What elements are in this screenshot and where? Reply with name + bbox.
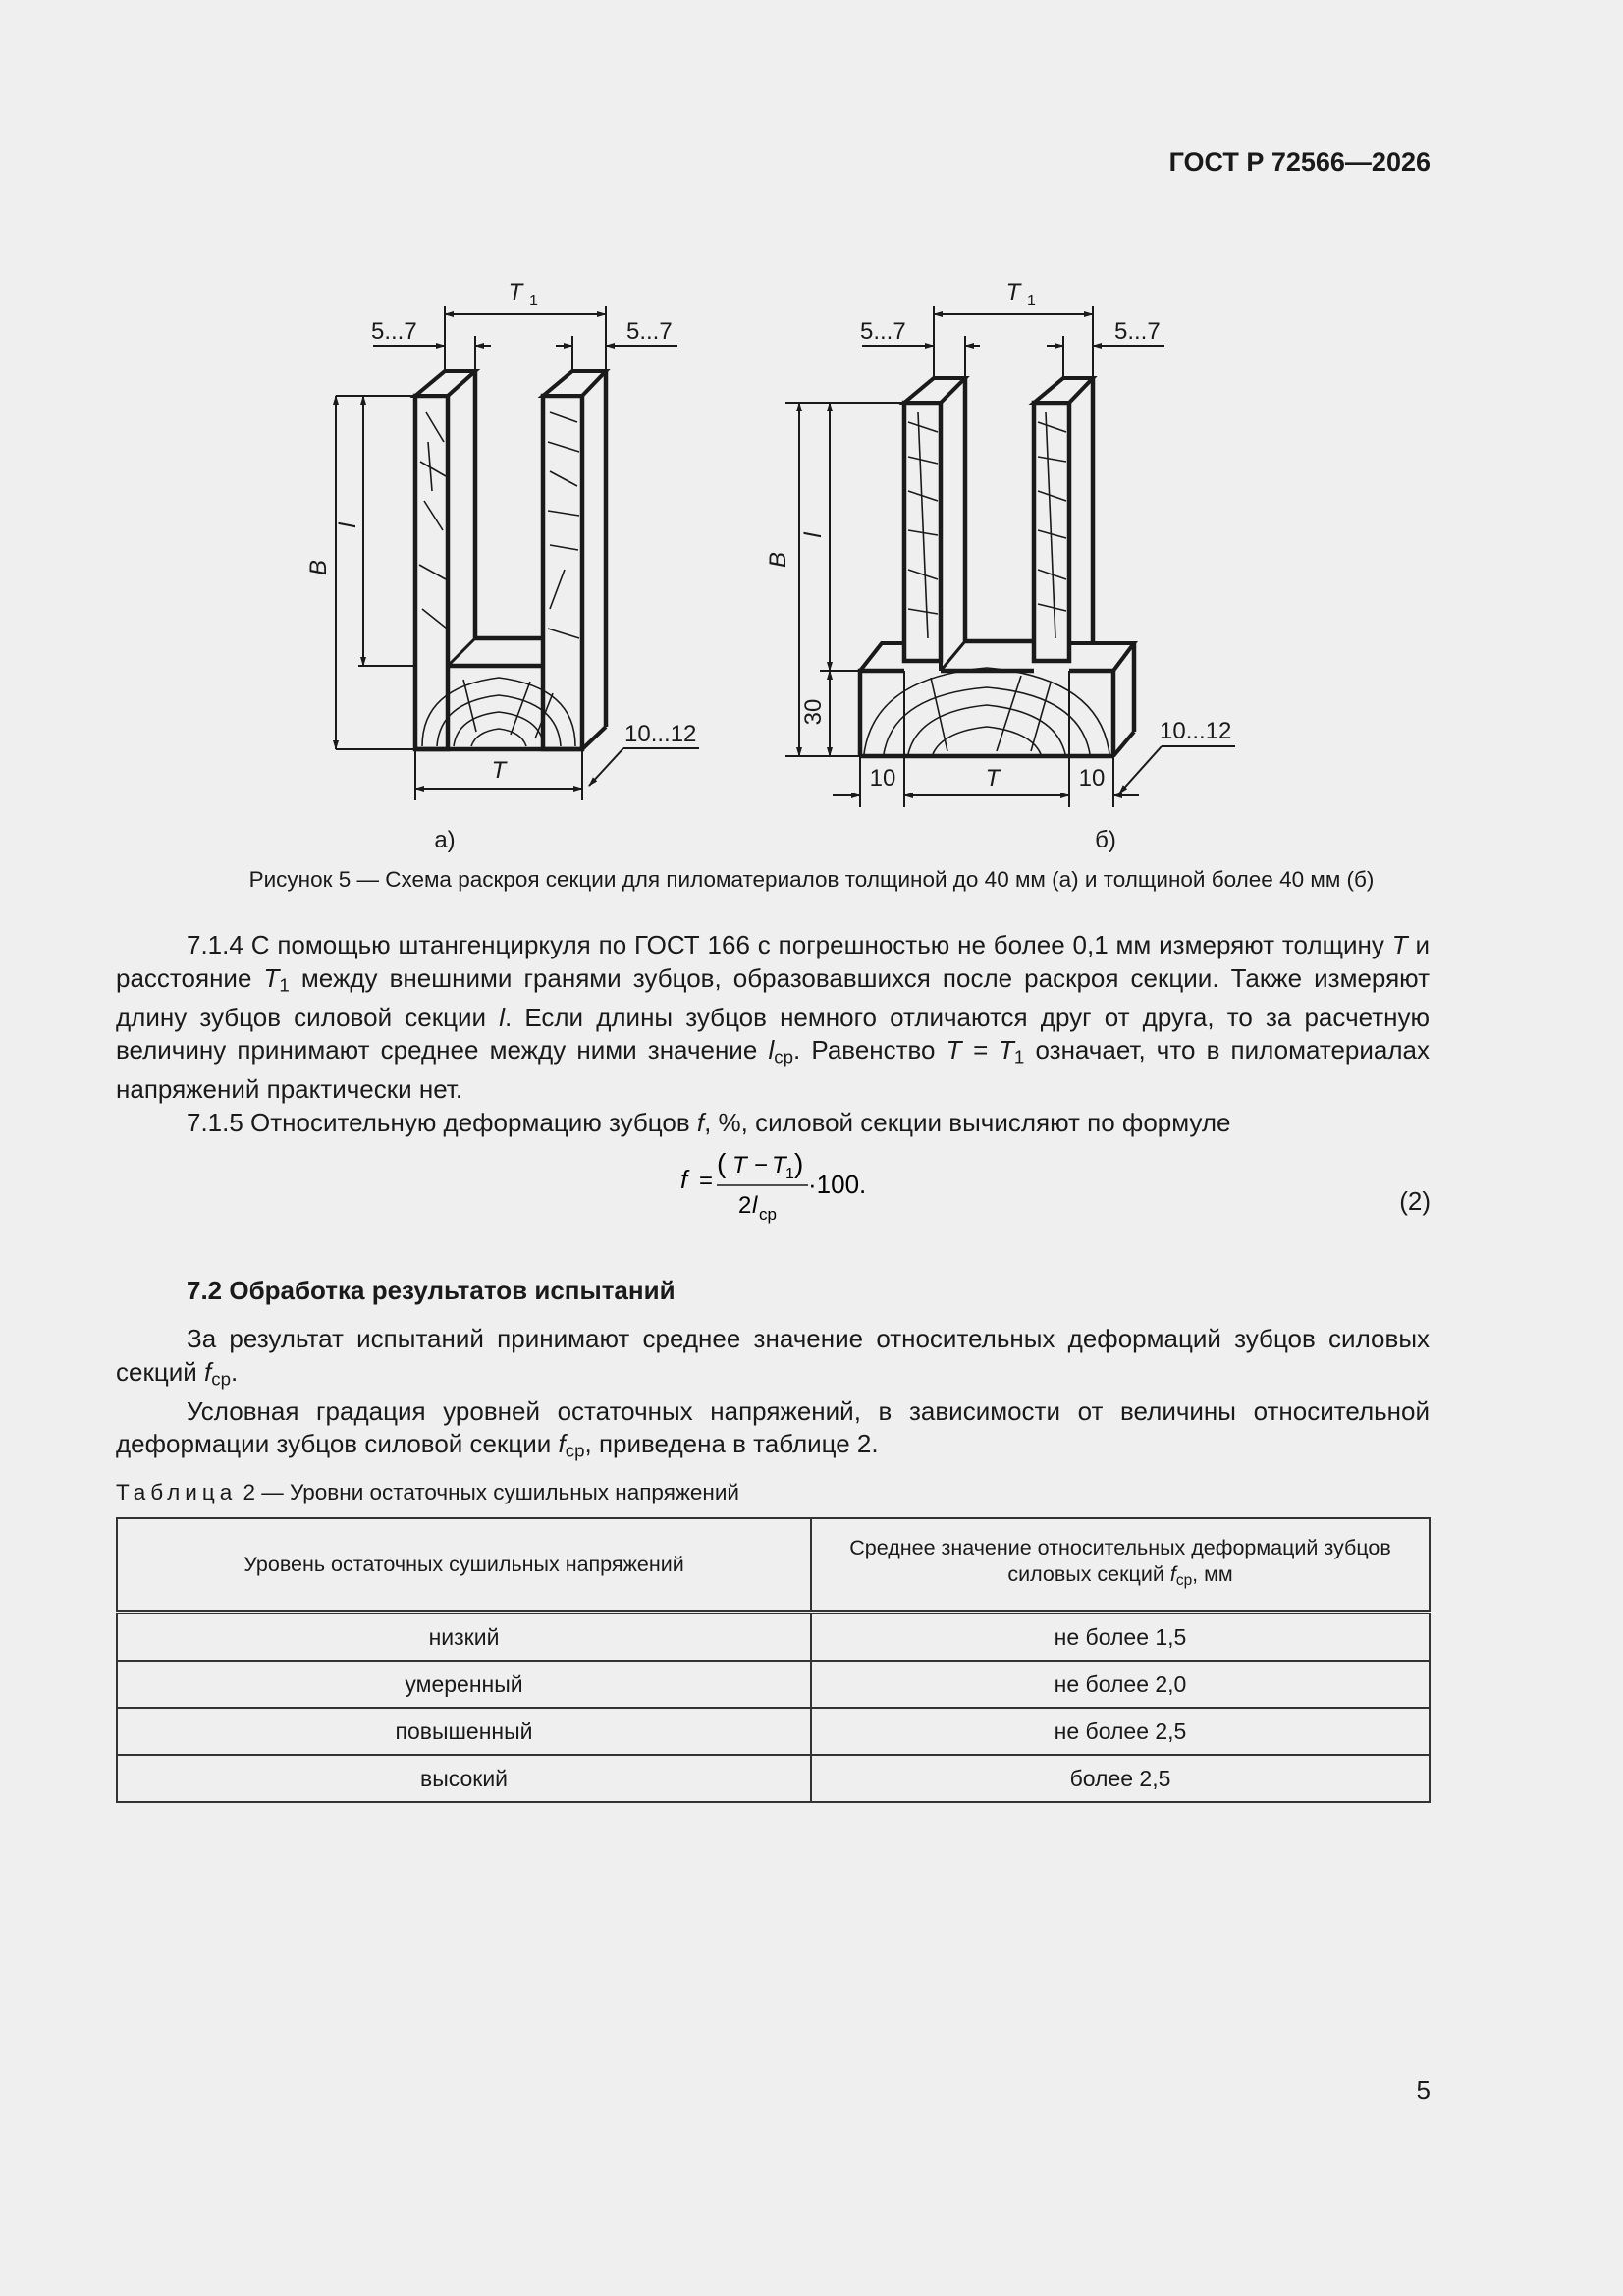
table-row [117,1755,1430,1802]
dim-b-t: T [985,765,1001,792]
formula-equals: = [699,1168,714,1194]
drawing-b-label: б) [1095,827,1116,853]
formula-mult: ·100. [808,1170,867,1199]
table-cell-value: не более 1,5 [811,1613,1430,1662]
dim-b-base: 30 [800,698,827,726]
dim-b-side-left: 10 [869,765,896,792]
dim-b-kerf: 10...12 [1160,718,1232,744]
formula-paren-close: ) [794,1148,804,1178]
formula-den-sub: ср [759,1205,777,1224]
dim-b-right-gap: 5...7 [1114,318,1161,345]
dim-a-t: T [491,757,507,784]
formula-paren-open: ( [717,1148,727,1178]
formula-num-t1-sub: 1 [785,1166,794,1182]
table-cell-value: не более 2,5 [811,1708,1430,1755]
paragraph-7-2-gradation: Условная градация уровней остаточных напряжений, в зависимости от величины относительной деформации зубцов силовой секции $f_{ср}$, приведена в таблице 2. [116,1395,1430,1461]
dim-a-right-gap: 5...7 [626,318,673,345]
table-header-row [117,1518,1430,1613]
dim-a-b: B [305,559,332,576]
formula-minus: − [754,1152,769,1178]
table-row [117,1708,1430,1755]
formula-graphic [677,1144,893,1232]
table-header-level: Уровень остаточных сушильных напряжений [117,1518,811,1613]
section-7-1-text [116,929,1430,1139]
cutting-scheme-diagram [0,265,1623,874]
dim-b-left-gap: 5...7 [860,318,906,345]
formula-num-t: T [732,1152,747,1178]
dim-a-t1-sub: 1 [529,293,538,309]
table-cell-value: не более 2,0 [811,1661,1430,1708]
formula-den-2: 2 [738,1192,752,1219]
dim-b-t1: T [1005,279,1021,305]
table-cell-level: низкий [117,1613,811,1662]
dim-b-t1-sub: 1 [1027,293,1036,309]
paragraph-7-1-5: 7.1.5 Относительную деформацию зубцов f, %, силовой секции вычисляют по формуле [187,1107,1231,1137]
table-cell-level: повышенный [117,1708,811,1755]
dim-a-left-gap: 5...7 [371,318,417,345]
formula-den-l: l [752,1192,758,1219]
paragraph-7-1-4: 7.1.4 С помощью штангенциркуля по ГОСТ 166 с погрешностью не более 0,1 мм измеряют толщину T и расстояние $T_1$ между внешними гранями зубцов, образовавшихся после раскроя секции. Также измеряют длину зубцов силовой секции l. Если длины зубцов немного отличаются друг от друга, то за расчетную величину принимают среднее между ними значение $l_{ср}$. Равенство $T = T_1$ означает, что в пиломатериалах напряжений практически нет. [116,930,1431,1105]
formula-num-t1: T [772,1152,786,1178]
stress-levels-table [116,1517,1431,1803]
table-caption: Таблица 2 — Уровни остаточных сушильных напряжений [116,1480,739,1504]
dim-a-kerf: 10...12 [624,721,697,747]
table-row [117,1613,1430,1662]
drawing-b-labels [765,279,1231,853]
dim-b-b: B [765,551,791,569]
table-row [117,1661,1430,1708]
dim-b-side-right: 10 [1078,765,1106,792]
figure-caption: Рисунок 5 — Схема раскроя секции для пиломатериалов толщиной до 40 мм (а) и толщиной более 40 мм (б) [248,867,1375,892]
table-cell-value: более 2,5 [811,1755,1430,1802]
dim-b-l: l [800,532,827,538]
document-header: ГОСТ Р 72566—2026 [1168,147,1431,177]
drawing-a-label: а) [434,827,456,853]
paragraph-7-2-result: За результат испытаний принимают среднее значение относительных деформаций зубцов силовых секций $f_{ср}$. [116,1324,1430,1390]
dim-a-l: l [335,522,361,528]
equation-number: (2) [1399,1186,1431,1216]
page-number: 5 [1416,2075,1431,2105]
section-title-7-2: 7.2 Обработка результатов испытаний [187,1276,676,1305]
formula-2 [677,1144,893,1239]
table-cell-level: умеренный [117,1661,811,1708]
table-cell-level: высокий [117,1755,811,1802]
dim-a-t1: T [508,279,523,305]
figure-5 [0,265,1623,874]
table-header-deformation: Среднее значение относительных деформаций зубцов силовых секций $f_{ср}$, мм [811,1518,1430,1613]
section-7-2-text [116,1323,1430,1467]
formula-lhs: f [680,1165,688,1194]
